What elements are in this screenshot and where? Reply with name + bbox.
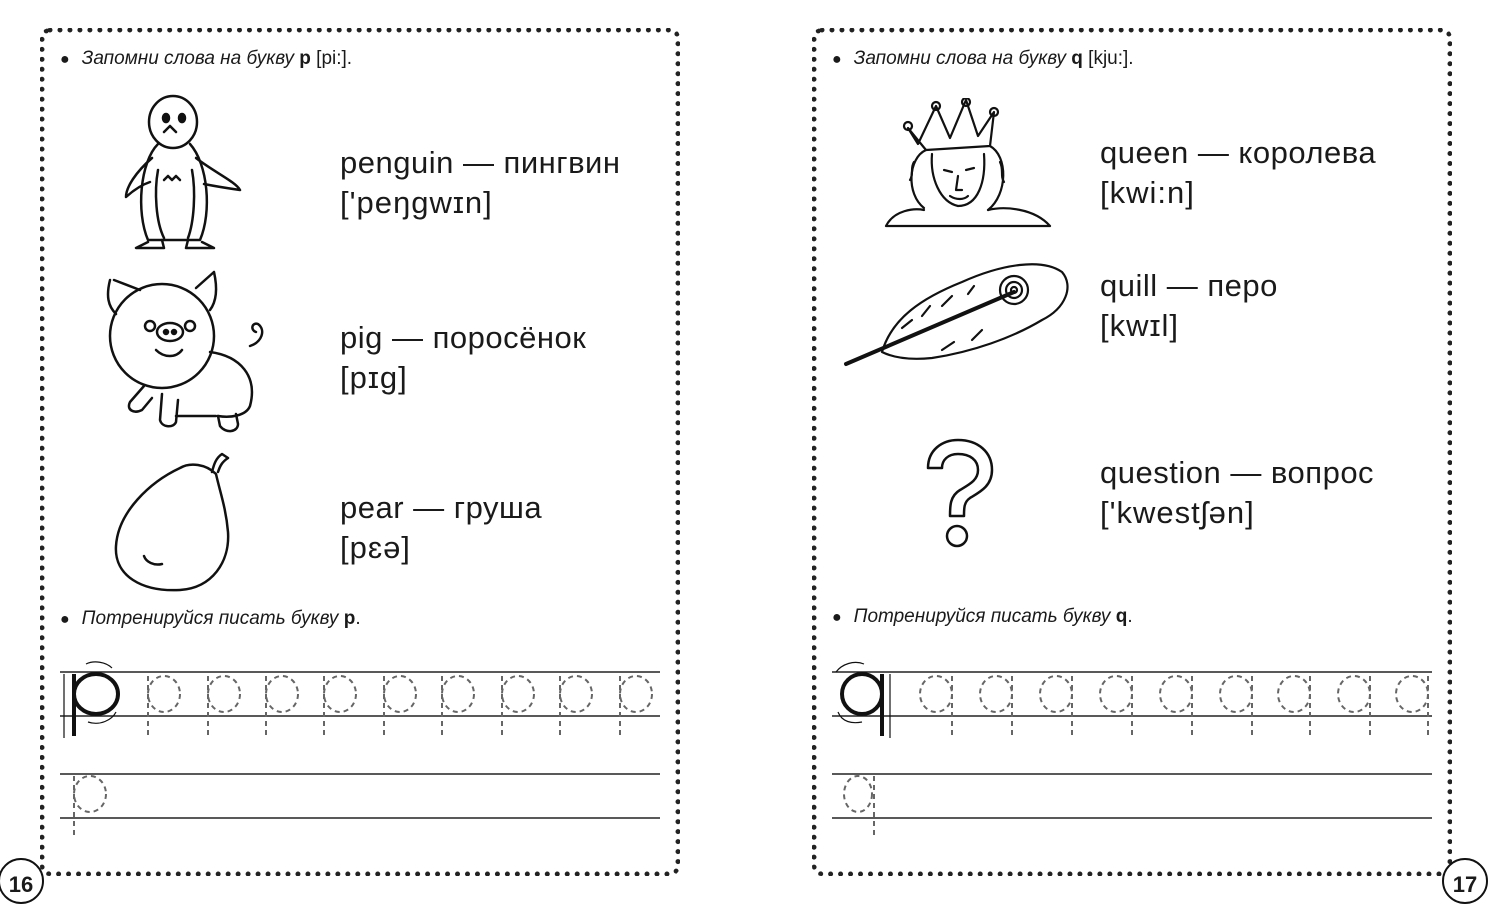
word-question: question — вопрос ['kwestʃən] <box>1100 455 1375 530</box>
page-number-right: 17 <box>1442 858 1488 904</box>
question-mark-icon <box>914 436 1004 554</box>
pear-icon <box>110 452 240 594</box>
queen-icon <box>884 98 1054 230</box>
bullet-icon: ● <box>60 51 70 68</box>
quill-icon <box>842 258 1072 370</box>
word-quill: quill — перо [kwɪl] <box>1100 268 1278 343</box>
page-number-left: 16 <box>0 858 44 904</box>
left-instruction-memorize: ● Запомни слова на букву p [pi:]. <box>60 48 353 69</box>
right-instruction-practice: ● Потренируйся писать букву q. <box>832 606 1133 627</box>
word-pear: pear — груша [pɛə] <box>340 490 543 565</box>
penguin-icon <box>118 92 248 254</box>
bullet-icon: ● <box>60 611 70 628</box>
word-penguin: penguin — пингвин ['peŋgwɪn] <box>340 145 621 220</box>
word-pig: pig — поросёнок [pɪg] <box>340 320 587 395</box>
bullet-icon: ● <box>832 51 842 68</box>
right-writing-practice-lines <box>832 660 1432 840</box>
right-instruction-memorize: ● Запомни слова на букву q [kju:]. <box>832 48 1134 69</box>
bullet-icon: ● <box>832 609 842 626</box>
left-instruction-practice: ● Потренируйся писать букву p. <box>60 608 361 629</box>
word-queen: queen — королева [kwi:n] <box>1100 135 1377 210</box>
pig-icon <box>100 266 275 442</box>
left-writing-practice-lines <box>60 660 660 840</box>
